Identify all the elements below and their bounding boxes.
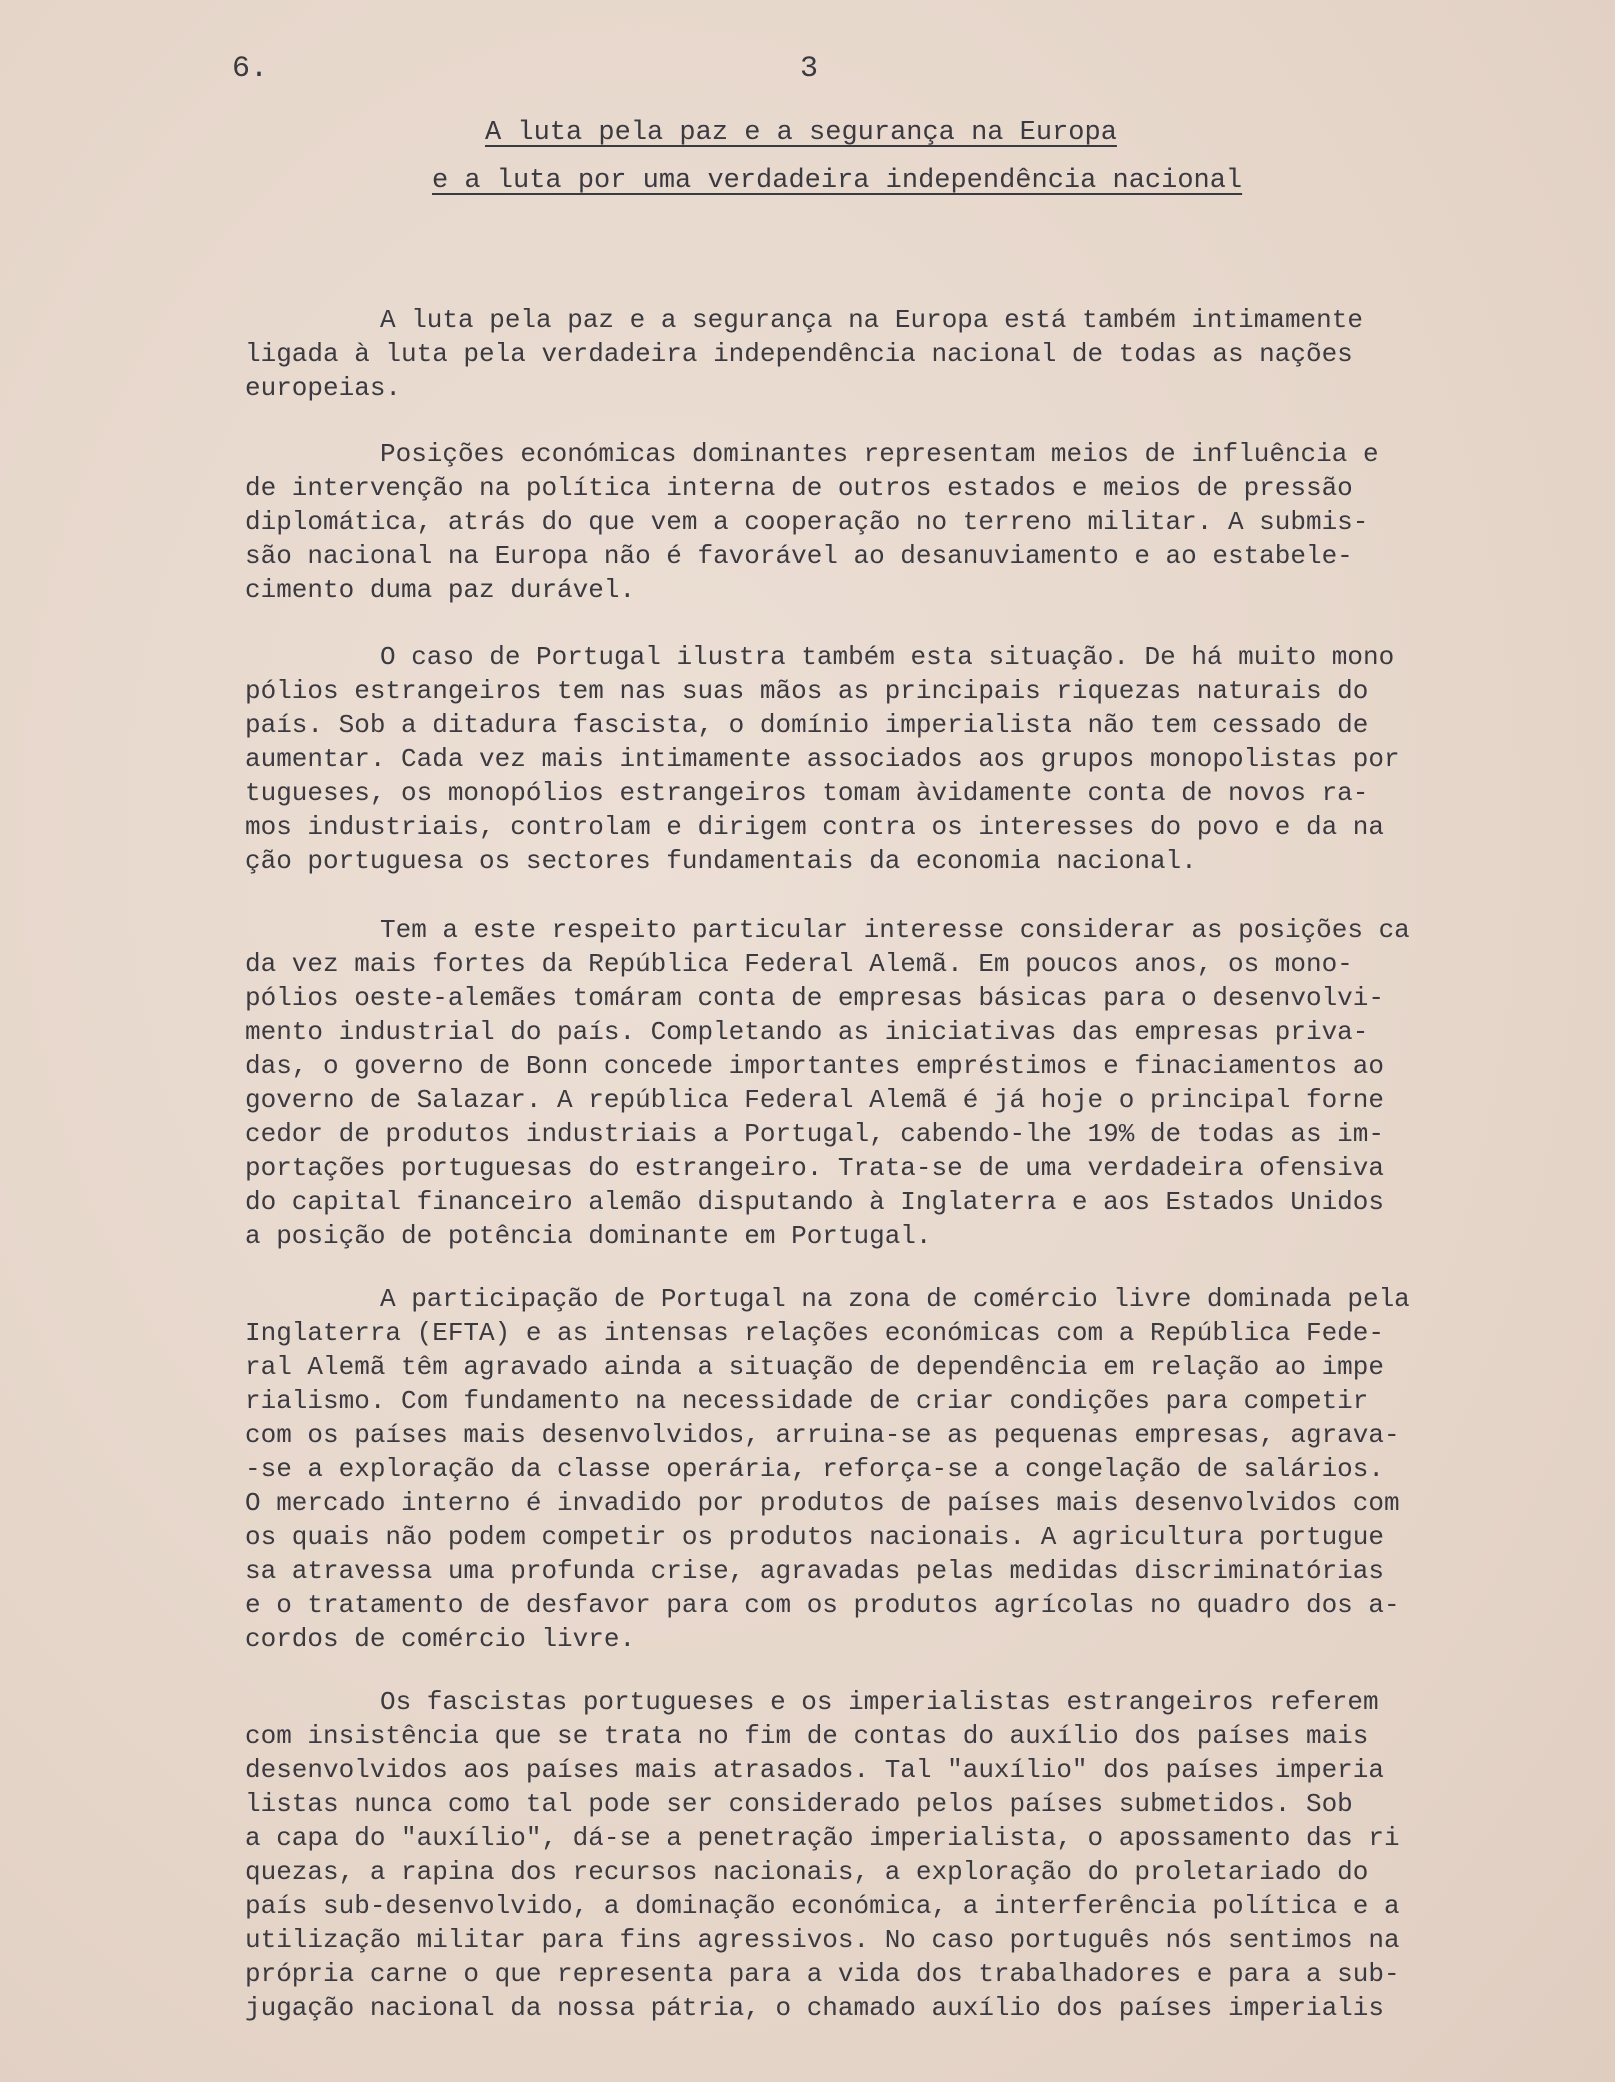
- text-line: os quais não podem competir os produtos nacionais. A agricultura portugue: [245, 1522, 1384, 1552]
- text-line: jugação nacional da nossa pátria, o chamado auxílio dos países imperialis: [245, 1993, 1384, 2023]
- text-line: listas nunca como tal pode ser considerado pelos países submetidos. Sob: [245, 1789, 1353, 1819]
- title-line-2: e a luta por uma verdadeira independência nacional: [432, 166, 1243, 196]
- text-line: O caso de Portugal ilustra também esta situação. De há muito mono: [380, 642, 1395, 672]
- page-number-left: 6.: [232, 52, 269, 86]
- page-number-center: 3: [800, 52, 819, 86]
- paragraph-2: [245, 437, 1550, 607]
- text-line: A luta pela paz e a segurança na Europa está também intimamente: [380, 305, 1363, 335]
- text-line: O mercado interno é invadido por produtos de países mais desenvolvidos com: [245, 1488, 1400, 1518]
- text-line: com insistência que se trata no fim de contas do auxílio dos países mais: [245, 1721, 1369, 1751]
- text-line: Inglaterra (EFTA) e as intensas relações económicas com a República Fede-: [245, 1318, 1384, 1348]
- text-line: cimento duma paz durável.: [245, 575, 636, 605]
- text-line: -se a exploração da classe operária, reforça-se a congelação de salários.: [245, 1454, 1384, 1484]
- paragraph-6: [245, 1685, 1550, 2025]
- text-line: quezas, a rapina dos recursos nacionais, a exploração do proletariado do: [245, 1857, 1369, 1887]
- text-line: mos industriais, controlam e dirigem contra os interesses do povo e da na: [245, 812, 1384, 842]
- text-line: pólios oeste-alemães tomáram conta de empresas básicas para o desenvolvi-: [245, 983, 1384, 1013]
- text-line: a posição de potência dominante em Portugal.: [245, 1221, 932, 1251]
- text-line: a capa do "auxílio", dá-se a penetração imperialista, o apossamento das ri: [245, 1823, 1400, 1853]
- text-line: cordos de comércio livre.: [245, 1624, 636, 1654]
- text-line: diplomática, atrás do que vem a cooperação no terreno militar. A submis-: [245, 507, 1369, 537]
- text-line: A participação de Portugal na zona de comércio livre dominada pela: [380, 1284, 1410, 1314]
- paragraph-3: [245, 640, 1550, 878]
- paragraph-5: [245, 1282, 1550, 1656]
- text-line: aumentar. Cada vez mais intimamente associados aos grupos monopolistas por: [245, 744, 1400, 774]
- title-line-1: A luta pela paz e a segurança na Europa: [485, 118, 1117, 148]
- text-line: utilização militar para fins agressivos. No caso português nós sentimos na: [245, 1925, 1400, 1955]
- text-line: ção portuguesa os sectores fundamentais da economia nacional.: [245, 846, 1197, 876]
- text-line: de intervenção na política interna de outros estados e meios de pressão: [245, 473, 1353, 503]
- text-line: Os fascistas portugueses e os imperialistas estrangeiros referem: [380, 1687, 1379, 1717]
- text-line: pólios estrangeiros tem nas suas mãos as principais riquezas naturais do: [245, 676, 1369, 706]
- text-line: país sub-desenvolvido, a dominação económica, a interferência política e a: [245, 1891, 1400, 1921]
- text-line: das, o governo de Bonn concede importantes empréstimos e finaciamentos ao: [245, 1051, 1384, 1081]
- text-line: e o tratamento de desfavor para com os produtos agrícolas no quadro dos a-: [245, 1590, 1400, 1620]
- text-line: Tem a este respeito particular interesse considerar as posições ca: [380, 915, 1410, 945]
- text-line: sa atravessa uma profunda crise, agravadas pelas medidas discriminatórias: [245, 1556, 1384, 1586]
- text-line: da vez mais fortes da República Federal Alemã. Em poucos anos, os mono-: [245, 949, 1353, 979]
- text-line: europeias.: [245, 373, 402, 403]
- text-line: com os países mais desenvolvidos, arruina-se as pequenas empresas, agrava-: [245, 1420, 1400, 1450]
- text-line: governo de Salazar. A república Federal Alemã é já hoje o principal forne: [245, 1085, 1384, 1115]
- text-line: do capital financeiro alemão disputando à Inglaterra e aos Estados Unidos: [245, 1187, 1384, 1217]
- paragraph-1: [245, 303, 1550, 405]
- paragraph-4: [245, 913, 1550, 1253]
- text-line: ligada à luta pela verdadeira independência nacional de todas as nações: [245, 339, 1353, 369]
- text-line: própria carne o que representa para a vida dos trabalhadores e para a sub-: [245, 1959, 1400, 1989]
- text-line: país. Sob a ditadura fascista, o domínio imperialista não tem cessado de: [245, 710, 1369, 740]
- text-line: desenvolvidos aos países mais atrasados. Tal "auxílio" dos países imperia: [245, 1755, 1384, 1785]
- text-line: são nacional na Europa não é favorável ao desanuviamento e ao estabele-: [245, 541, 1353, 571]
- text-line: tugueses, os monopólios estrangeiros tomam àvidamente conta de novos ra-: [245, 778, 1369, 808]
- text-line: Posições económicas dominantes representam meios de influência e: [380, 439, 1379, 469]
- text-line: mento industrial do país. Completando as iniciativas das empresas priva-: [245, 1017, 1369, 1047]
- text-line: ral Alemã têm agravado ainda a situação de dependência em relação ao impe: [245, 1352, 1384, 1382]
- text-line: portações portuguesas do estrangeiro. Trata-se de uma verdadeira ofensiva: [245, 1153, 1384, 1183]
- text-line: rialismo. Com fundamento na necessidade de criar condições para competir: [245, 1386, 1369, 1416]
- text-line: cedor de produtos industriais a Portugal, cabendo-lhe 19% de todas as im-: [245, 1119, 1384, 1149]
